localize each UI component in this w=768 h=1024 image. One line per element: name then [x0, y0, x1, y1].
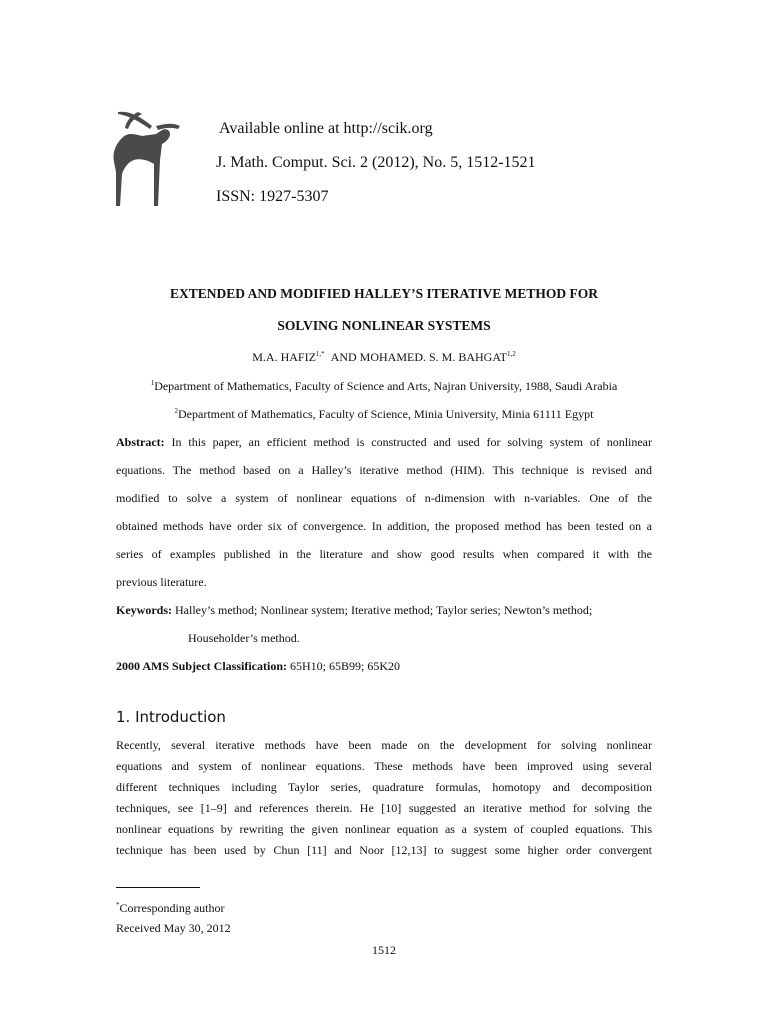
- abstract-line-5: series of examples published in the literature and show good results when compared it with the: [116, 547, 652, 561]
- footnote-marker: *: [116, 901, 120, 909]
- abstract-text-1: In this paper, an efficient method is constructed and used for solving system of nonlinear: [171, 435, 653, 449]
- affiliation-2-text: Department of Mathematics, Faculty of Science, Minia University, Minia 61111 Egypt: [178, 407, 594, 421]
- ams-label: 2000 AMS Subject Classification:: [116, 659, 287, 673]
- footnote-corresponding-text: Corresponding author: [119, 901, 225, 915]
- author-1: M.A. HAFIZ: [252, 350, 316, 364]
- intro-line-4: techniques, see [1–9] and references therein. He [10] suggested an iterative method for solving the: [116, 801, 652, 815]
- intro-line-5: nonlinear equations by rewriting the given nonlinear equation as a system of coupled equations. This: [116, 822, 652, 836]
- abstract-line-1: [116, 435, 652, 449]
- intro-line-6: technique has been used by Chun [11] and Noor [12,13] to suggest some higher order convergent: [116, 843, 652, 857]
- journal-logo-gazelle: [112, 108, 188, 210]
- intro-line-3: different techniques including Taylor series, quadrature formulas, homotopy and decomposition: [116, 780, 652, 794]
- paper-title-line-2: SOLVING NONLINEAR SYSTEMS: [277, 318, 491, 333]
- abstract-line-3: modified to solve a system of nonlinear equations of n-dimension with n-variables. One of the: [116, 491, 652, 505]
- affiliation-1-text: Department of Mathematics, Faculty of Science and Arts, Najran University, 1988, Saudi Arabia: [154, 379, 618, 393]
- keywords-label: Keywords:: [116, 603, 172, 617]
- author-2: AND MOHAMED. S. M. BAHGAT: [330, 350, 507, 364]
- author-1-affiliation: 1,*: [315, 350, 325, 358]
- intro-line-1: Recently, several iterative methods have been made on the development for solving nonlinear: [116, 738, 652, 752]
- journal-citation: J. Math. Comput. Sci. 2 (2012), No. 5, 1512-1521: [216, 154, 536, 171]
- section-heading-introduction: 1. Introduction: [116, 708, 226, 726]
- keywords-line-1: [116, 603, 592, 617]
- keywords-text-1: Halley’s method; Nonlinear system; Iterative method; Taylor series; Newton’s method;: [175, 603, 593, 617]
- paper-title-line-1: EXTENDED AND MODIFIED HALLEY’S ITERATIVE METHOD FOR: [169, 286, 599, 301]
- author-2-affiliation: 1,2: [507, 350, 516, 358]
- footnote-corresponding: [116, 901, 224, 915]
- page-number: 1512: [372, 943, 396, 957]
- abstract-line-6: previous literature.: [116, 575, 207, 589]
- footnote-divider: [116, 887, 200, 888]
- affiliation-1: [0, 379, 768, 393]
- intro-line-2: equations and system of nonlinear equations. These methods have been improved using several: [116, 759, 652, 773]
- abstract-label: Abstract:: [116, 435, 165, 449]
- ams-classification: [116, 659, 400, 673]
- affiliation-2-marker: 2: [174, 407, 179, 415]
- keywords-line-2: Householder’s method.: [188, 631, 300, 645]
- ams-codes: 65H10; 65B99; 65K20: [290, 659, 401, 673]
- affiliation-1-marker: 1: [150, 379, 155, 387]
- issn: ISSN: 1927-5307: [216, 188, 329, 205]
- footnote-received: Received May 30, 2012: [116, 921, 231, 935]
- abstract-line-2: equations. The method based on a Halley’s iterative method (HIM). This technique is revised and: [116, 463, 652, 477]
- availability-line: Available online at http://scik.org: [219, 120, 433, 137]
- affiliation-2: [0, 407, 768, 421]
- author-line: [0, 350, 768, 364]
- abstract-line-4: obtained methods have order six of convergence. In addition, the proposed method has been tested on a: [116, 519, 652, 533]
